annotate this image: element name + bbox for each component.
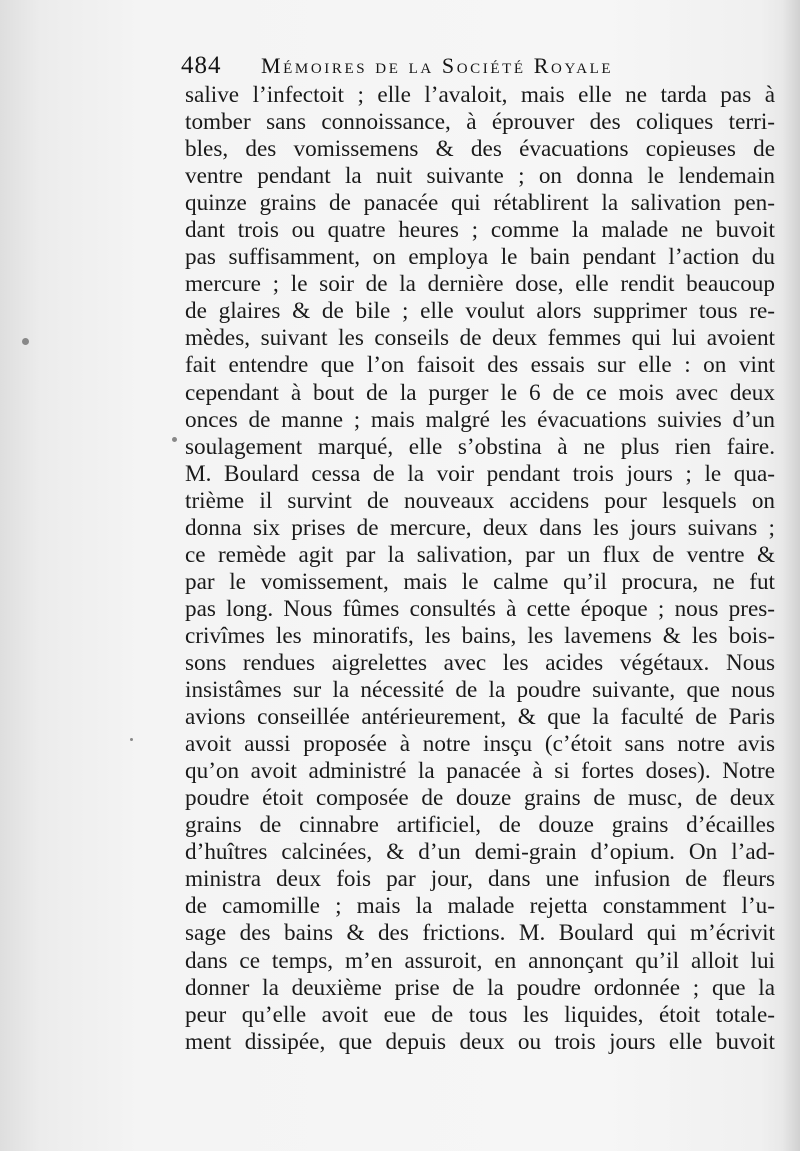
text-line: donna six prises de mercure, deux dans les jours suivans ;	[185, 514, 775, 541]
paper-speck	[172, 437, 177, 442]
text-line: fait entendre que l’on faisoit des essais sur elle : on vint	[185, 352, 775, 379]
text-line: insistâmes sur la nécessité de la poudre suivante, que nous	[185, 677, 775, 704]
text-line: trième il survint de nouveaux accidens pour lesquels on	[185, 487, 775, 514]
text-line: soulagement marqué, elle s’obstina à ne plus rien faire.	[185, 433, 775, 460]
text-line: grains de cinnabre artificiel, de douze grains d’écailles	[185, 812, 775, 839]
running-head: Mémoires de la Société Royale	[261, 53, 614, 78]
text-line: salive l’infectoit ; elle l’avaloit, mais elle ne tarda pas à	[185, 82, 775, 108]
text-line: sage des bains & des frictions. M. Boulard qui m’écrivit	[185, 920, 775, 947]
text-line: ment dissipée, que depuis deux ou trois jours elle buvoit	[185, 1028, 775, 1055]
text-line: pas suffisamment, on employa le bain pendant l’action du	[185, 244, 775, 271]
text-line: d’huîtres calcinées, & d’un demi-grain d’opium. On l’ad-	[185, 839, 775, 866]
text-line: par le vomissement, mais le calme qu’il procura, ne fut	[185, 568, 775, 595]
text-line: avoit aussi proposée à notre insçu (c’étoit sans notre avis	[185, 731, 775, 758]
text-line: de camomille ; mais la malade rejetta constamment l’u-	[185, 893, 775, 920]
text-line: M. Boulard cessa de la voir pendant trois jours ; le qua-	[185, 460, 775, 487]
text-line: peur qu’elle avoit eue de tous les liquides, étoit totale-	[185, 1001, 775, 1028]
text-line: bles, des vomissemens & des évacuations copieuses de	[185, 136, 775, 163]
text-line: ventre pendant la nuit suivante ; on donna le lendemain	[185, 163, 775, 190]
text-line: dant trois ou quatre heures ; comme la malade ne buvoit	[185, 217, 775, 244]
text-line: ce remède agit par la salivation, par un flux de ventre &	[185, 541, 775, 568]
text-line: avions conseillée antérieurement, & que la faculté de Paris	[185, 704, 775, 731]
text-line: mèdes, suivant les conseils de deux femmes qui lui avoient	[185, 325, 775, 352]
text-line: cependant à bout de la purger le 6 de ce mois avec deux	[185, 379, 775, 406]
paper-speck	[130, 738, 133, 741]
body-text	[185, 82, 775, 1056]
text-line: dans ce temps, m’en assuroit, en annonçant qu’il alloit lui	[185, 947, 775, 974]
text-line: donner la deuxième prise de la poudre ordonnée ; que la	[185, 974, 775, 1001]
text-line: poudre étoit composée de douze grains de musc, de deux	[185, 785, 775, 812]
text-line: mercure ; le soir de la dernière dose, elle rendit beaucoup	[185, 271, 775, 298]
text-line: qu’on avoit administré la panacée à si fortes doses). Notre	[185, 758, 775, 785]
text-line: quinze grains de panacée qui rétablirent la salivation pen-	[185, 190, 775, 217]
page-edge-shadow	[782, 0, 800, 1151]
text-line: onces de manne ; mais malgré les évacuations suivies d’un	[185, 406, 775, 433]
paper-speck	[22, 338, 29, 345]
text-line: crivîmes les minoratifs, les bains, les lavemens & les bois-	[185, 622, 775, 649]
text-line: tomber sans connoissance, à éprouver des coliques terri-	[185, 109, 775, 136]
text-line: ministra deux fois par jour, dans une infusion de fleurs	[185, 866, 775, 893]
page-number: 484	[181, 52, 222, 79]
text-line: sons rendues aigrelettes avec les acides végétaux. Nous	[185, 649, 775, 676]
page-header	[181, 52, 741, 86]
text-line: de glaires & de bile ; elle voulut alors supprimer tous re-	[185, 298, 775, 325]
text-line: pas long. Nous fûmes consultés à cette époque ; nous pres-	[185, 595, 775, 622]
